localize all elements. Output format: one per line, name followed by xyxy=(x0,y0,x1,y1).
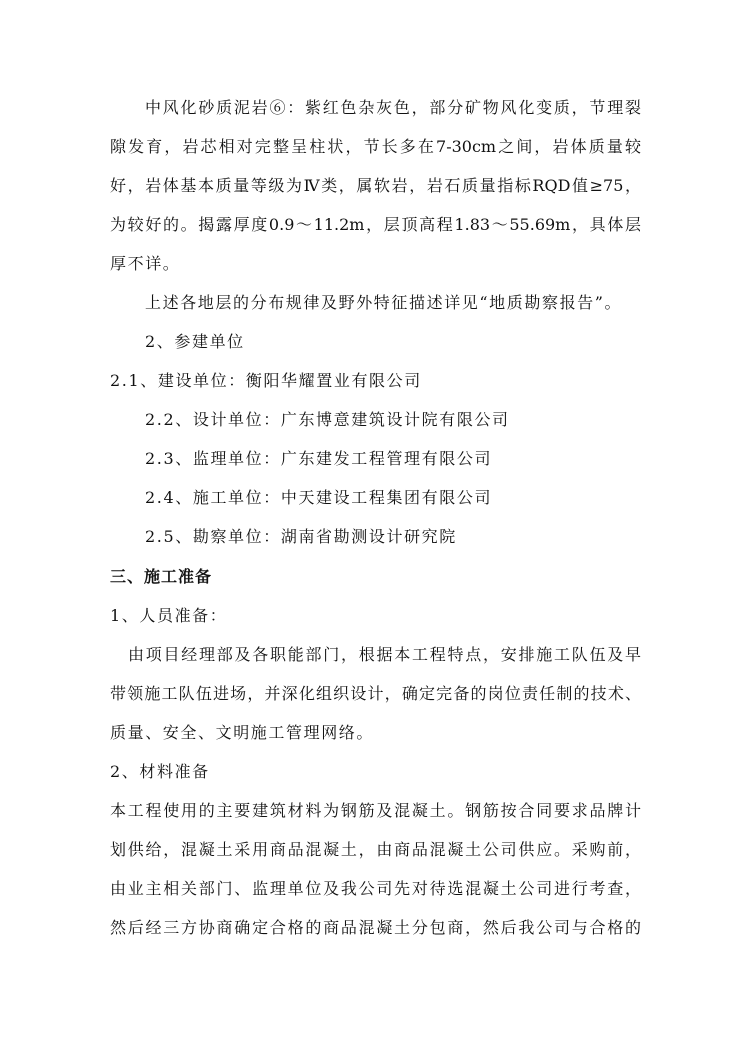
subsection-title-personnel: 1、人员准备： xyxy=(110,606,228,625)
paragraph-line: 由项目经理部及各职能部门，根据本工程特点，安排施工队伍及早 xyxy=(128,645,641,664)
paragraph-line: 中风化砂质泥岩⑥：紫红色杂灰色，部分矿物风化变质，节理裂 xyxy=(145,98,641,117)
paragraph-line: 带领施工队伍进场，并深化组织设计，确定完备的岗位责任制的技术、 xyxy=(110,684,641,703)
subsection-title-materials: 2、材料准备 xyxy=(110,762,210,781)
unit-item: 2.3、监理单位：广东建发工程管理有限公司 xyxy=(145,449,493,468)
paragraph-line: 由业主相关部门、监理单位及我公司先对待选混凝土公司进行考查， xyxy=(110,879,641,898)
paragraph-line: 厚不详。 xyxy=(110,254,181,273)
unit-item: 2.2、设计单位：广东博意建筑设计院有限公司 xyxy=(145,410,510,429)
unit-item: 2.1、建设单位：衡阳华耀置业有限公司 xyxy=(110,371,422,390)
paragraph-line: 为较好的。揭露厚度0.9～11.2m，层顶高程1.83～55.69m，具体层 xyxy=(110,215,641,234)
paragraph-line: 好，岩体基本质量等级为Ⅳ类，属软岩，岩石质量指标RQD值≥75， xyxy=(110,176,641,195)
section-title-units: 2、参建单位 xyxy=(145,332,245,351)
paragraph-line: 隙发育，岩芯相对完整呈柱状，节长多在7-30cm之间，岩体质量较 xyxy=(110,137,641,156)
unit-item: 2.4、施工单位：中天建设工程集团有限公司 xyxy=(145,488,493,507)
strata-note: 上述各地层的分布规律及野外特征描述详见“地质勘察报告”。 xyxy=(145,293,623,312)
section-heading-preparation: 三、施工准备 xyxy=(110,567,213,586)
paragraph-line: 本工程使用的主要建筑材料为钢筋及混凝土。钢筋按合同要求品牌计 xyxy=(110,801,641,820)
paragraph-line: 质量、安全、文明施工管理网络。 xyxy=(110,723,375,742)
paragraph-line: 然后经三方协商确定合格的商品混凝土分包商，然后我公司与合格的 xyxy=(110,918,641,937)
unit-item: 2.5、勘察单位：湖南省勘测设计研究院 xyxy=(145,527,457,546)
paragraph-line: 划供给，混凝土采用商品混凝土，由商品混凝土公司供应。采购前， xyxy=(110,840,641,859)
